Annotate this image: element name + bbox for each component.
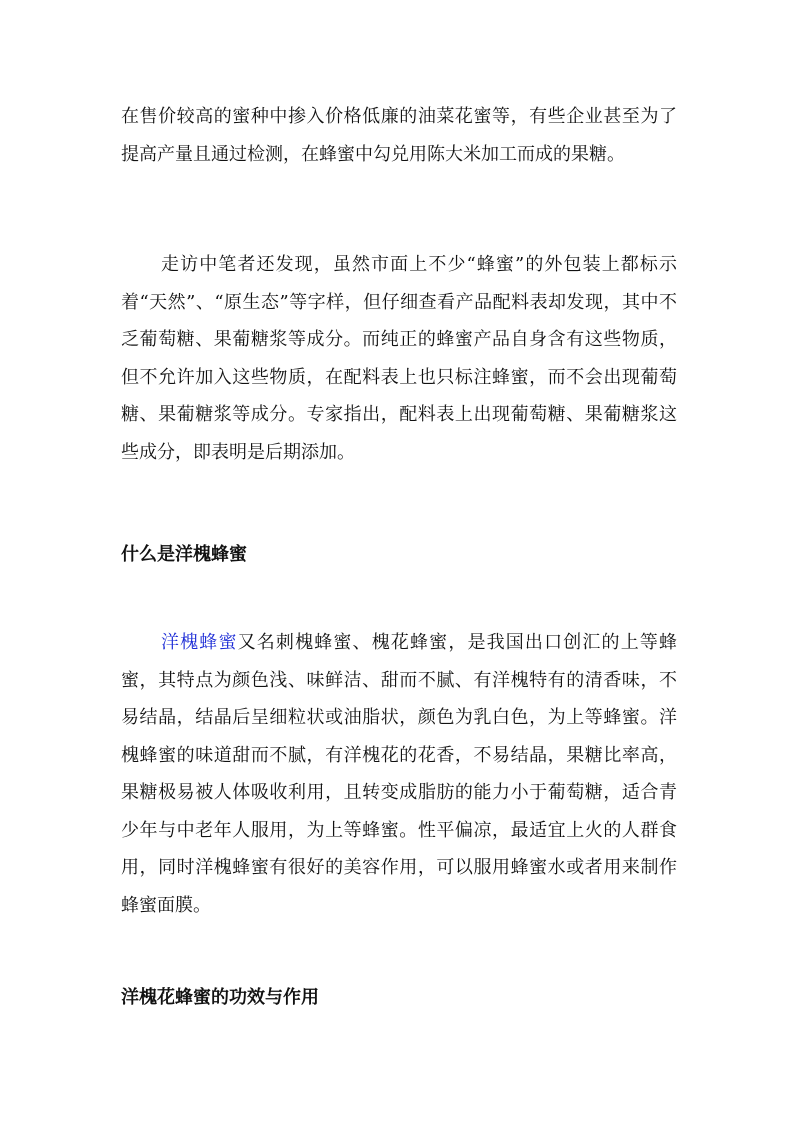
heading-what-is-acacia-honey: 什么是洋槐蜂蜜 [121,544,247,565]
acacia-honey-link[interactable]: 洋槐蜂蜜 [161,632,238,653]
paragraph-acacia-honey [121,624,677,924]
paragraph-acacia-honey-text: 又名刺槐蜂蜜、槐花蜂蜜，是我国出口创汇的上等蜂蜜，其特点为颜色浅、味鲜洁、甜而不腻、有洋槐特有的清香味，不易结晶，结晶后呈细粒状或油脂状，颜色为乳白色，为上等蜂蜜。洋槐蜂蜜的味道甜而不腻，有洋槐花的花香，不易结晶，果糖比率高，果糖极易被人体吸收利用，且转变成脂肪的能力小于葡萄糖，适合青少年与中老年人服用，为上等蜂蜜。性平偏凉，最适宜上火的人群食用，同时洋槐蜂蜜有很好的美容作用，可以服用蜂蜜水或者用来制作蜂蜜面膜。 [121,632,678,916]
paragraph-adulteration: 在售价较高的蜜种中掺入价格低廉的油菜花蜜等，有些企业甚至为了提高产量且通过检测，在蜂蜜中勾兑用陈大米加工而成的果糖。 [121,106,677,165]
paragraph-investigation: 走访中笔者还发现，虽然市面上不少“蜂蜜”的外包装上都标示着“天然”、“原生态”等字样，但仔细查看产品配料表却发现，其中不乏葡萄糖、果葡糖浆等成分。而纯正的蜂蜜产品自身含有这些物质，但不允许加入这些物质，在配料表上也只标注蜂蜜，而不会出现葡萄糖、果葡糖浆等成分。专家指出，配料表上出现葡萄糖、果葡糖浆这些成分，即表明是后期添加。 [121,254,677,463]
heading-acacia-honey-benefits: 洋槐花蜂蜜的功效与作用 [121,987,319,1008]
